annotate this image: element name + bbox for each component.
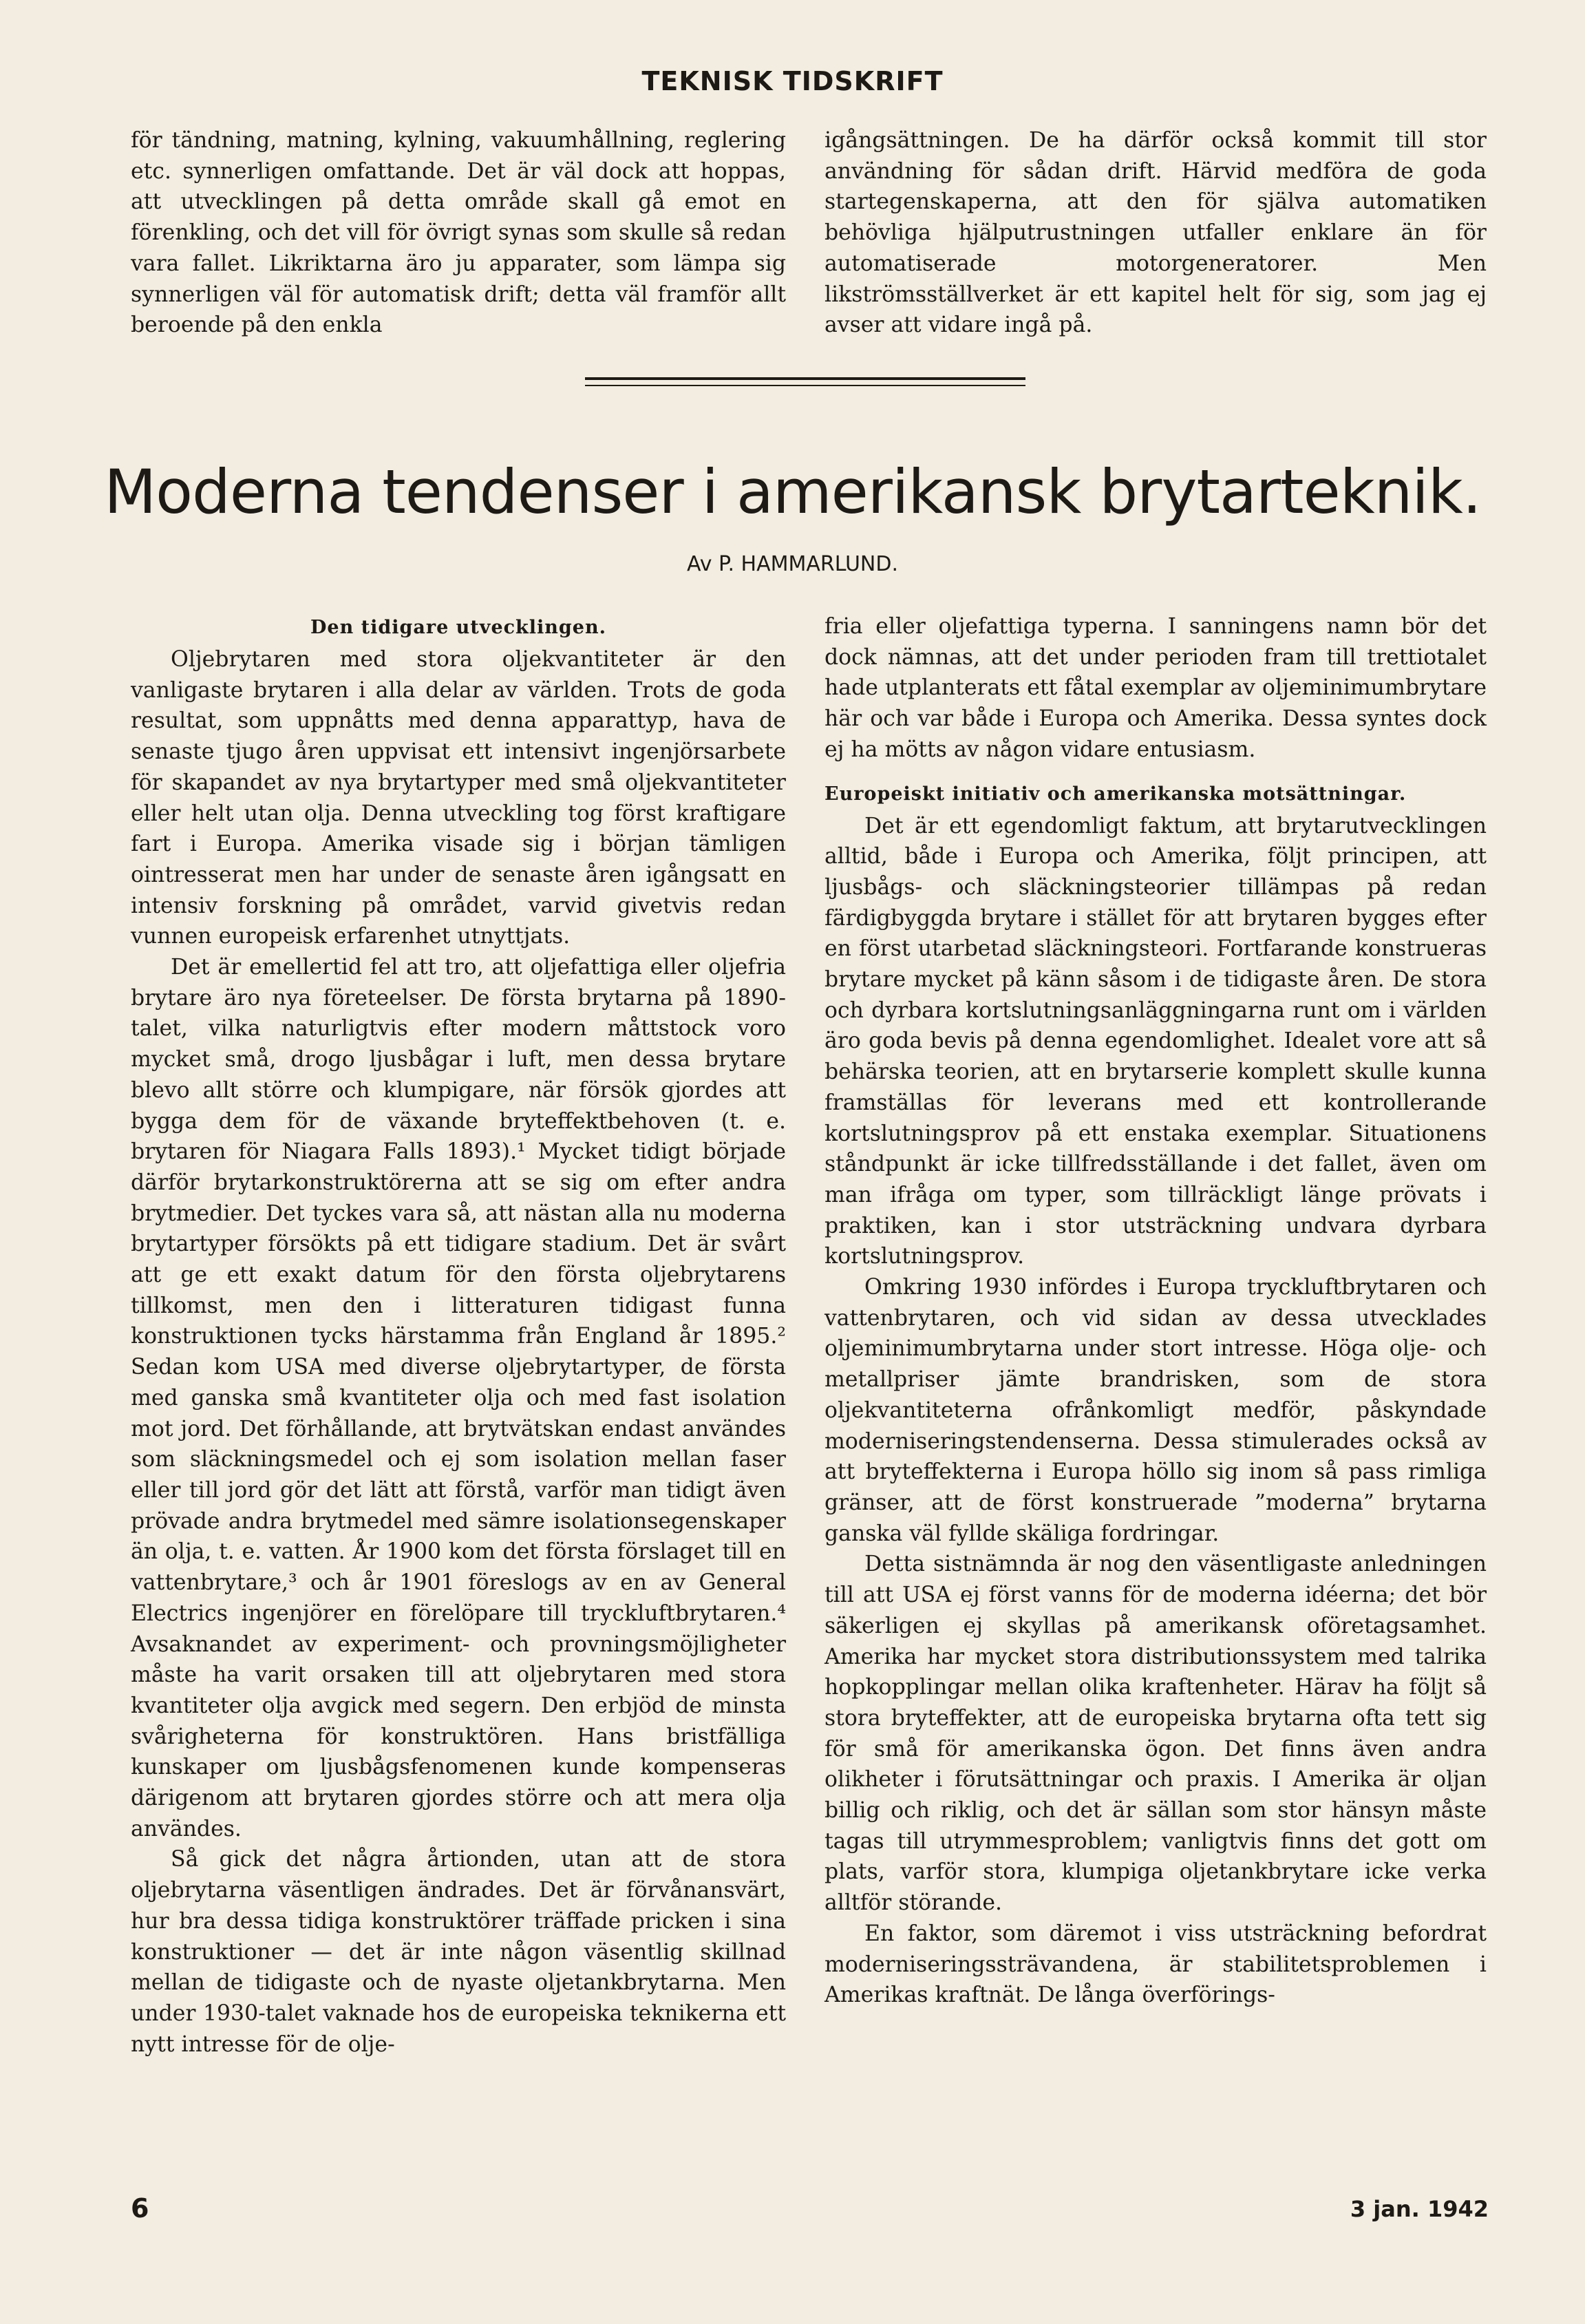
top-left-column bbox=[131, 125, 786, 341]
section-divider-thin bbox=[585, 385, 1025, 386]
body-paragraph: Så gick det några årtionden, utan att de stora oljebrytarna väsentligen ändrades. Det är förvånansvärt, hur bra dessa tidiga konstruktörer träffade pricken i sina konstruktioner — det är inte någon väsentlig skillnad mellan de tidigaste och de nyaste oljetankbrytarna. Men under 1930-talet vaknade hos de europeiska teknikerna ett nytt intresse för de olje- bbox=[131, 1847, 786, 2057]
section-divider-thick bbox=[585, 377, 1025, 380]
body-paragraph: Detta sistnämnda är nog den väsentligaste anledningen till att USA ej först vanns för de moderna idéerna; det bör säkerligen ej skyllas på amerikansk oföretagsamhet. Amerika har mycket stora distributionssystem med talrika hopkopplingar mellan olika kraftenheter. Härav ha följt så stora bryteffekter, att de europeiska brytarna ofta tett sig för små för amerikanska ögon. Det finns även andra olikheter i förutsättningar och praxis. I Amerika är oljan billig och riklig, och det är sällan som stor hänsyn måste tagas till utrymmesproblem; vanligtvis finns det gott om plats, varför stora, klumpiga oljetankbrytare icke verka alltför störande. bbox=[825, 1552, 1487, 1916]
body-paragraph: En faktor, som däremot i viss utsträckning befordrat moderniseringssträvandena, är stabilitetsproblemen i Amerikas kraftnät. De långa överförings- bbox=[825, 1921, 1487, 2008]
issue-date: 3 jan. 1942 bbox=[1350, 2196, 1489, 2222]
body-paragraph: fria eller oljefattiga typerna. I sanningens namn bör det dock nämnas, att det under perioden fram till trettiotalet hade utplanterats ett fåtal exemplar av oljeminimumbrytare här och var både i Europa och Amerika. Dessa syntes dock ej ha mötts av någon vidare entusiasm. bbox=[825, 614, 1487, 762]
top-left-paragraph: för tändning, matning, kylning, vakuumhållning, reglering etc. synnerligen omfattande. Det är väl dock att hoppas, att utvecklingen på detta område skall gå emot en förenkling, och det vill för övrigt synas som skulle så redan vara fallet. Likriktarna äro ju apparater, som lämpa sig synnerligen väl för automatisk drift; detta väl framför allt beroende på den enkla bbox=[131, 128, 786, 338]
body-paragraph: Det är emellertid fel att tro, att oljefattiga eller oljefria brytare äro nya företeelser. De första brytarna på 1890-talet, vilka naturligtvis efter modern måttstock voro mycket små, drogo ljusbågar i luft, men dessa brytare blevo allt större och klumpigare, när försök gjordes att bygga dem för de växande bryteffektbehoven (t. e. brytaren för Niagara Falls 1893).¹ Mycket tidigt började därför brytarkonstruktörerna att se sig om efter andra brytmedier. Det tyckes vara så, att nästan alla nu moderna brytartyper försökts på ett tidigare stadium. Det är svårt att ge ett exakt datum för den första oljebrytarens tillkomst, men den i litteraturen tidigast funna konstruktionen tycks härstamma från England år 1895.² Sedan kom USA med diverse oljebrytartyper, de första med ganska små kvantiteter olja och med fast isolation mot jord. Det förhållande, att brytvätskan endast användes som släckningsmedel och ej som isolation mellan faser eller till jord gör det lätt att förstå, varför man tidigt även prövade andra brytmedel med sämre isolationsegenskaper än olja, t. e. vatten. År 1900 kom det första förslaget till en vattenbrytare,³ och år 1901 föreslogs av en av General Electrics ingenjörer en förelöpare till tryckluftbrytaren.⁴ Avsaknandet av experiment- och provningsmöjligheter måste ha varit orsaken till att oljebrytaren med stora kvantiteter olja avgick med segern. Den erbjöd de minsta svårigheterna för konstruktören. Hans bristfälliga kunskaper om ljusbågsfenomenen kunde kompenseras därigenom att brytaren gjordes större och att mera olja användes. bbox=[131, 955, 786, 1841]
page-number: 6 bbox=[131, 2193, 149, 2223]
article-left-column bbox=[131, 611, 786, 2060]
article-right-column bbox=[825, 611, 1487, 2011]
top-right-column bbox=[825, 125, 1487, 341]
section-heading: Europeiskt initiativ och amerikanska motsättningar. bbox=[825, 783, 1407, 805]
article-byline: Av P. HAMMARLUND. bbox=[686, 552, 899, 576]
body-paragraph: Det är ett egendomligt faktum, att brytarutvecklingen alltid, både i Europa och Amerika, följt principen, att ljusbågs- och släckningsteorier tillämpas på redan färdigbyggda brytare i stället för att brytaren bygges efter en först utarbetad släckningsteori. Fortfarande konstrueras brytare mycket på känn såsom i de tidigaste åren. De stora och dyrbara kortslutningsanläggningarna runt om i världen äro goda bevis på denna egendomlighet. Idealet vore att så behärska teorien, att en brytarserie komplett skulle kunna framställas för leverans med ett kontrollerande kortslutningsprov på ett enstaka exemplar. Situationens ståndpunkt är icke tillfredsställande i det fallet, även om man ifråga om typer, som tillräckligt länge prövats i praktiken, kan i stor utsträckning undvara dyrbara kortslutningsprov. bbox=[825, 813, 1487, 1269]
body-paragraph: Oljebrytaren med stora oljekvantiteter är den vanligaste brytaren i alla delar av världen. Trots de goda resultat, som uppnåtts med denna apparattyp, hava de senaste tjugo åren uppvisat ett intensivt ingenjörsarbete för skapandet av nya brytartyper med små oljekvantiteter eller helt utan olja. Denna utveckling tog först kraftigare fart i Europa. Amerika visade sig i början tämligen ointresserat men har under de senaste åren igångsatt en intensiv forskning på området, varvid givetvis redan vunnen europeisk erfarenhet utnyttjats. bbox=[131, 647, 786, 949]
top-right-paragraph: igångsättningen. De ha därför också kommit till stor användning för sådan drift. Härvid medföra de goda startegenskaperna, att den för själva automatiken behövliga hjälputrustningen utfaller enklare än för automatiserade motorgeneratorer. Men likströmsställverket är ett kapitel helt för sig, som jag ej avser att vidare ingå på. bbox=[825, 128, 1487, 338]
journal-header: TEKNISK TIDSKRIFT bbox=[641, 66, 944, 96]
article-title: Moderna tendenser i amerikansk brytarteknik. bbox=[104, 456, 1481, 527]
section-heading: Den tidigare utvecklingen. bbox=[310, 617, 606, 638]
body-paragraph: Omkring 1930 infördes i Europa tryckluftbrytaren och vattenbrytaren, och vid sidan av dessa utvecklades oljeminimumbrytarna under stort intresse. Höga olje- och metallpriser jämte brandrisken, som de stora oljekvantiteterna ofrånkomligt medför, påskyndade moderniseringstendenserna. Dessa stimulerades också av att bryteffekterna i Europa höllo sig inom så pass rimliga gränser, att de först konstruerade ”moderna” brytarna ganska väl fyllde skäliga fordringar. bbox=[825, 1275, 1487, 1546]
